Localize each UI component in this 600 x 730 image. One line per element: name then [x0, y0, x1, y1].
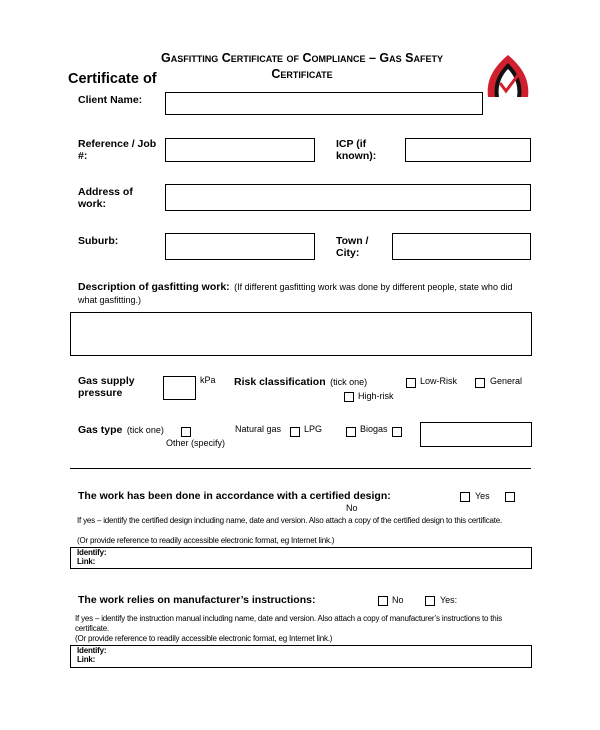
general-checkbox[interactable] [475, 378, 485, 388]
design-yes-checkbox[interactable] [505, 492, 515, 502]
manufacturer-question: The work relies on manufacturer’s instructions: [78, 594, 316, 606]
town-label: Town / City: [336, 235, 369, 259]
lpg-label: LPG [304, 424, 323, 434]
natural-gas-checkbox[interactable] [181, 427, 191, 437]
high-risk-label: High-risk [358, 391, 394, 401]
low-risk-checkbox[interactable] [406, 378, 416, 388]
description-note: (If different gasfitting work was done by different people, state who did what gasfitting.) [78, 282, 513, 305]
overlap-title: Certificate of [68, 71, 157, 87]
suburb-label: Suburb: [78, 235, 119, 247]
gas-flame-check-logo-icon [484, 53, 532, 99]
manufacturer-note-link: (Or provide reference to readily accessible electronic format, eg Internet link.) [75, 634, 333, 643]
manufacturer-no-checkbox[interactable] [378, 596, 388, 606]
title-line-1: Gasfitting Certificate of Compliance – Gas Safety [161, 51, 443, 65]
client-name-label: Client Name: [78, 94, 143, 106]
link-label: Link: [77, 655, 96, 664]
manufacturer-no-label: No [392, 595, 404, 605]
design-no-label: No [346, 503, 358, 513]
pressure-unit: kPa [200, 375, 216, 385]
identify-label: Identify: [77, 646, 107, 655]
town-input[interactable] [392, 233, 531, 260]
design-identify-box[interactable] [70, 547, 532, 569]
low-risk-label: Low-Risk [420, 376, 458, 386]
title-line-2: Certificate [271, 67, 333, 81]
suburb-input[interactable] [165, 233, 315, 260]
biogas-checkbox[interactable] [346, 427, 356, 437]
client-name-input[interactable] [165, 92, 483, 115]
other-specify-input[interactable] [420, 422, 532, 447]
address-label: Address of work: [78, 186, 133, 210]
manufacturer-yes-checkbox[interactable] [425, 596, 435, 606]
risk-heading [234, 375, 367, 388]
icp-label: ICP (if known): [336, 138, 377, 162]
design-question: The work has been done in accordance with a certified design: [78, 490, 391, 502]
design-note: If yes – identify the certified design including name, date and version. Also attach a copy of the certified design to this certificate. [77, 516, 503, 525]
other-label: Other (specify) [166, 438, 226, 448]
divider [70, 468, 531, 469]
description-input[interactable] [70, 312, 532, 356]
tick-one-note: (tick one) [126, 425, 164, 435]
identify-label: Identify: [77, 548, 107, 557]
gas-type-label: Gas type [78, 424, 123, 436]
pressure-label: Gas supply pressure [78, 375, 135, 399]
other-checkbox[interactable] [392, 427, 402, 437]
high-risk-checkbox[interactable] [344, 392, 354, 402]
gas-type-heading [78, 423, 164, 436]
general-label: General [490, 376, 523, 386]
reference-input[interactable] [165, 138, 315, 162]
reference-label: Reference / Job #: [78, 138, 157, 162]
manufacturer-yes-label: Yes: [440, 595, 458, 605]
manufacturer-identify-box[interactable] [70, 645, 532, 668]
lpg-checkbox[interactable] [290, 427, 300, 437]
natural-gas-label: Natural gas [235, 424, 282, 434]
description-heading [78, 280, 530, 306]
design-yes-label: Yes [475, 491, 490, 501]
icp-input[interactable] [405, 138, 531, 162]
link-label: Link: [77, 557, 96, 566]
tick-one-note: (tick one) [330, 377, 368, 387]
biogas-label: Biogas [360, 424, 388, 434]
manufacturer-note: If yes – identify the instruction manual including name, date and version. Also attach a copy of manufacturer’s instructions to this certificate. [75, 614, 502, 633]
design-no-checkbox[interactable] [460, 492, 470, 502]
address-input[interactable] [165, 184, 531, 211]
pressure-input[interactable] [163, 376, 196, 400]
design-note-link: (Or provide reference to readily accessible electronic format, eg Internet link.) [77, 536, 335, 545]
description-label: Description of gasfitting work: [78, 281, 230, 293]
risk-label: Risk classification [234, 376, 326, 388]
